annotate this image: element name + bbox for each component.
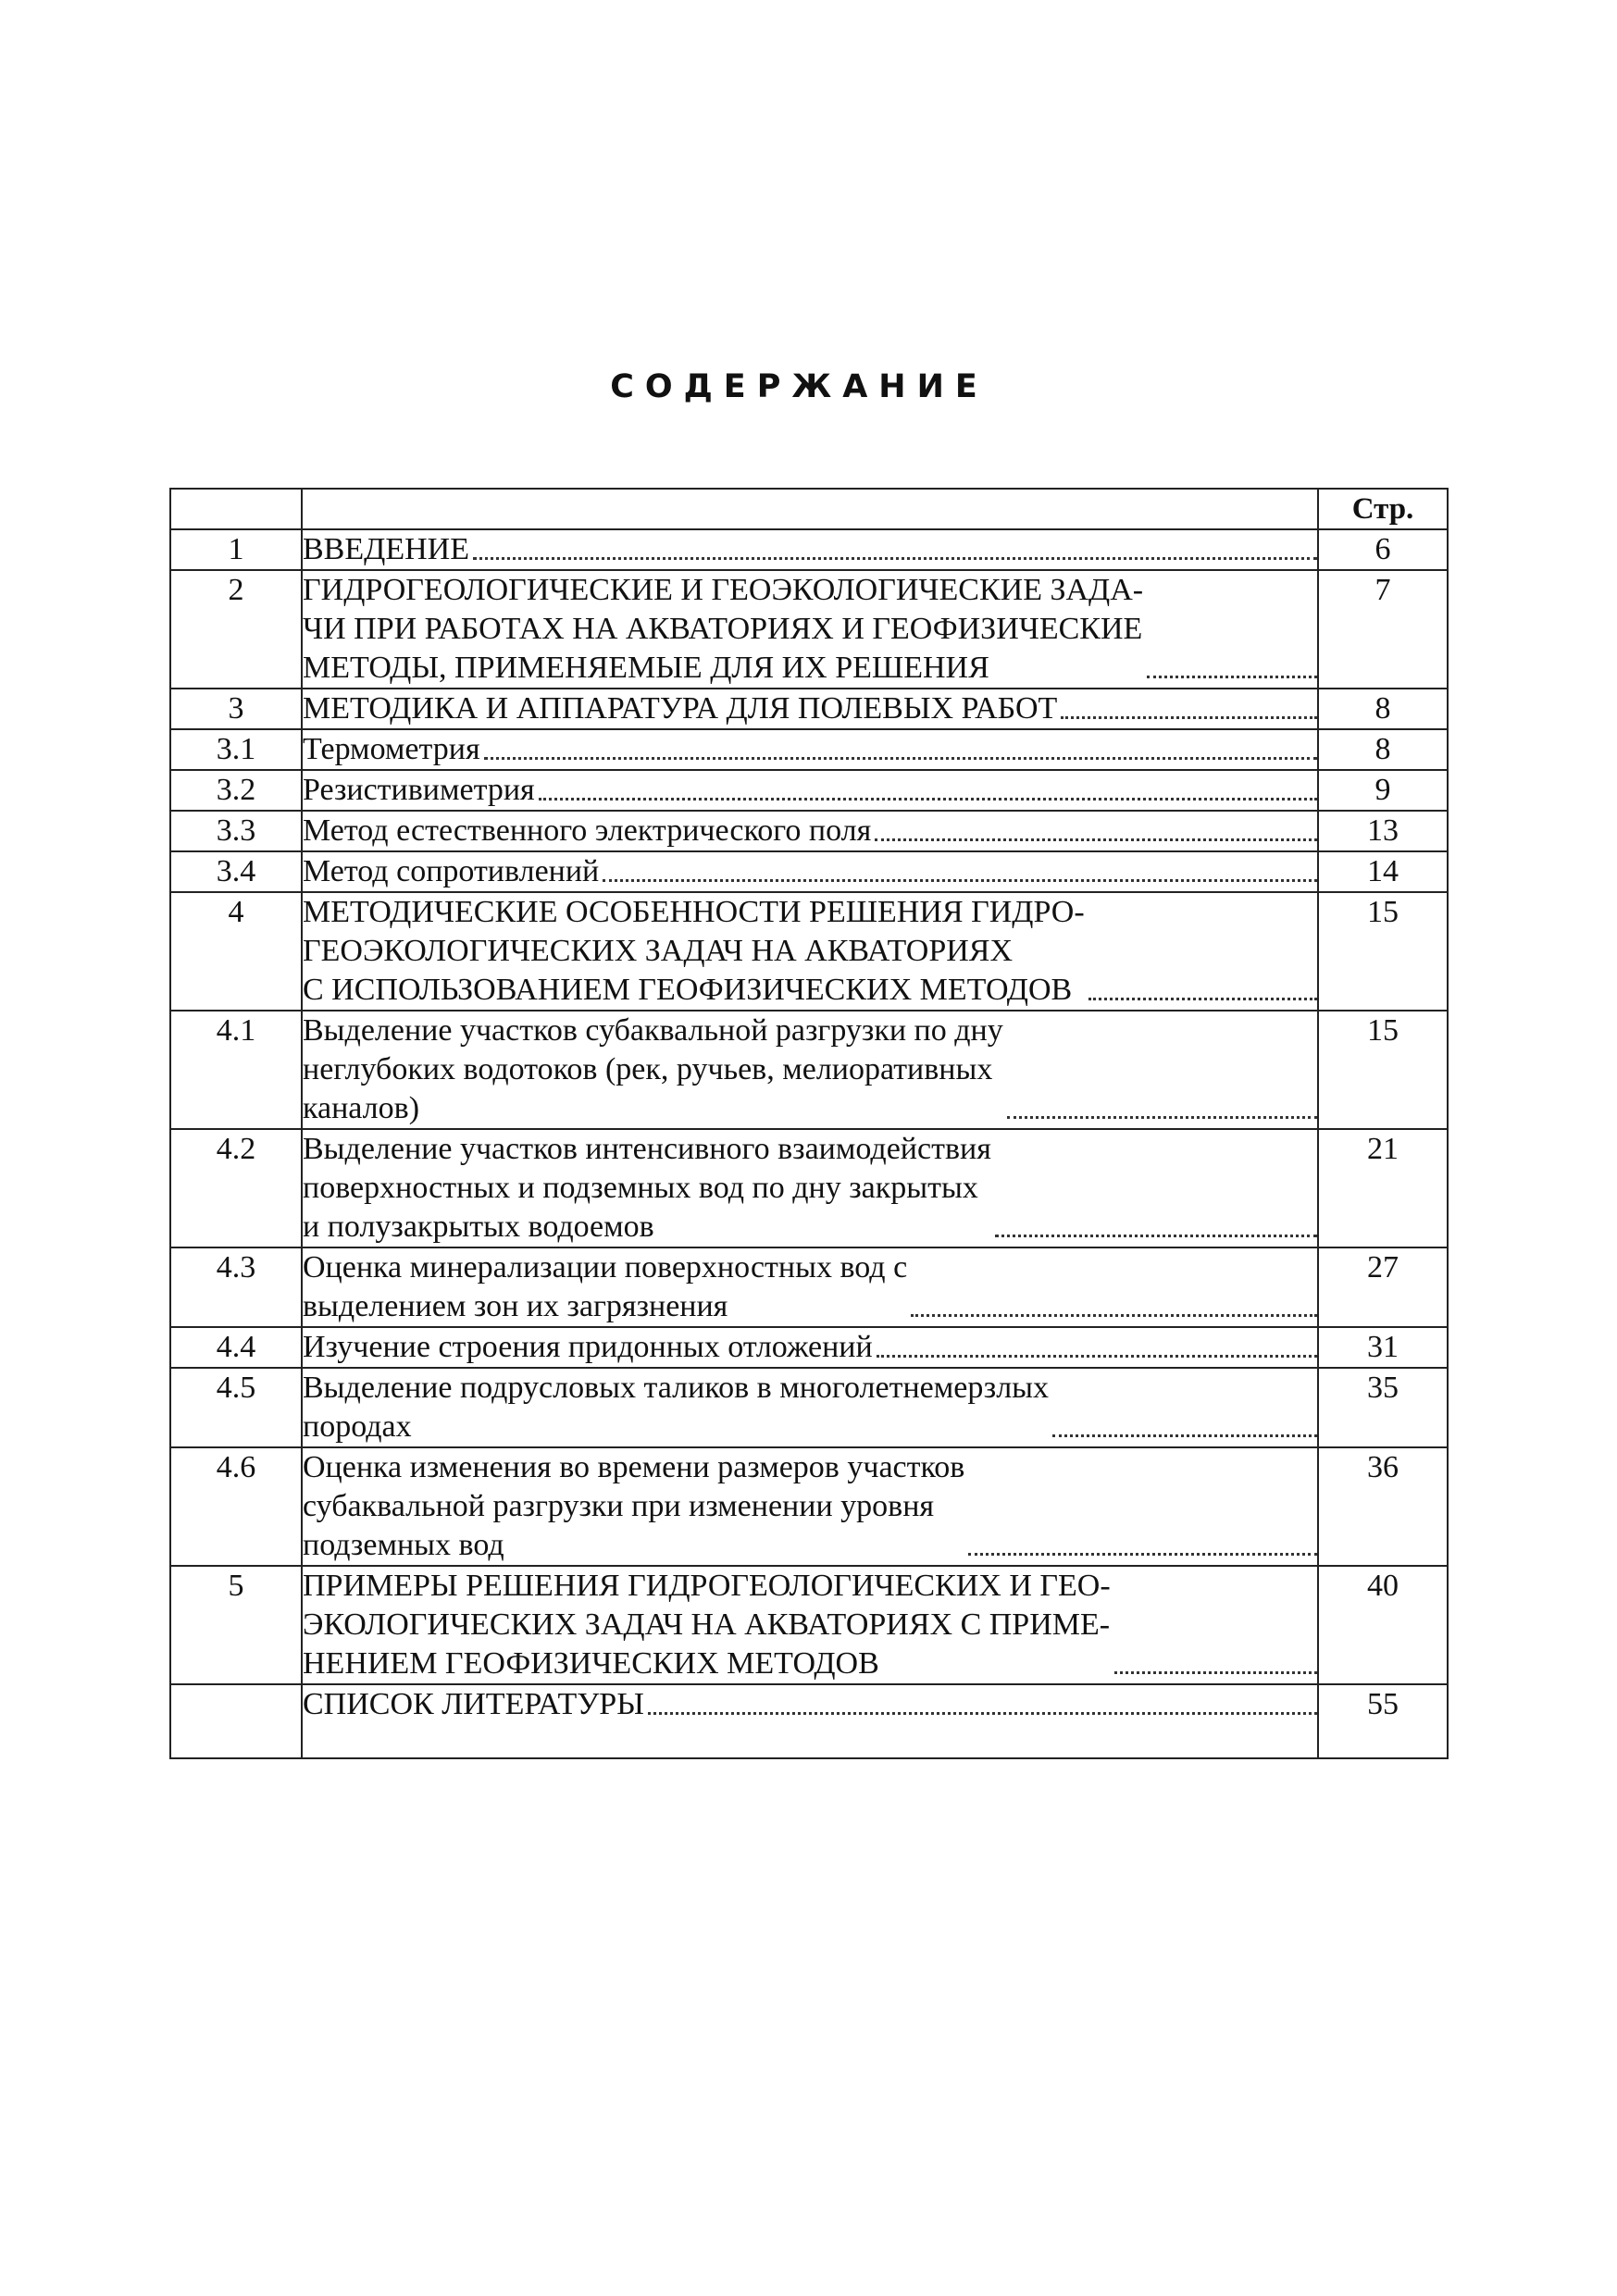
toc-row	[170, 770, 1448, 811]
section-title-cell	[302, 811, 1318, 851]
toc-row	[170, 1011, 1448, 1129]
section-title: ПРИМЕРЫ РЕШЕНИЯ ГИДРОГЕОЛОГИЧЕСКИХ И ГЕО- ЭКОЛОГИЧЕСКИХ ЗАДАЧ НА АКВАТОРИЯХ С ПРИМЕ- НЕНИЕМ ГЕОФИЗИЧЕСКИХ МЕТОДОВ	[303, 1569, 1111, 1681]
dot-leader	[968, 1553, 1317, 1556]
dot-leader	[484, 757, 1317, 760]
section-title: Выделение участков интенсивного взаимодействия поверхностных и подземных вод по дну закрытых и полузакрытых водоемов	[303, 1132, 991, 1244]
section-title: СПИСОК ЛИТЕРАТУРЫ	[303, 1687, 644, 1721]
section-number: 2	[170, 570, 302, 689]
dot-leader	[877, 1355, 1317, 1358]
toc-row	[170, 811, 1448, 851]
section-number: 4.1	[170, 1011, 302, 1129]
dot-leader	[1114, 1671, 1317, 1674]
section-title: Выделение подрусловых таликов в многолетнемерзлых породах	[303, 1371, 1050, 1444]
page-number: 8	[1318, 729, 1448, 770]
page-number: 35	[1318, 1368, 1448, 1447]
section-number: 3.3	[170, 811, 302, 851]
dot-leader	[473, 557, 1317, 560]
dot-leader	[1147, 676, 1317, 678]
section-title-cell	[302, 1327, 1318, 1368]
section-number: 3	[170, 689, 302, 729]
dot-leader	[911, 1314, 1317, 1317]
page-number: 27	[1318, 1247, 1448, 1327]
toc-row	[170, 729, 1448, 770]
dot-leader	[1007, 1116, 1317, 1119]
section-title-cell	[302, 1129, 1318, 1247]
section-title-cell	[302, 1447, 1318, 1566]
section-title-cell	[302, 529, 1318, 570]
dot-leader	[995, 1235, 1317, 1237]
page-title: СОДЕРЖАНИЕ	[610, 368, 989, 405]
section-number: 4.5	[170, 1368, 302, 1447]
page-number: 14	[1318, 851, 1448, 892]
dot-leader	[603, 879, 1317, 882]
section-title: Резистивиметрия	[303, 773, 535, 807]
section-title-cell	[302, 1247, 1318, 1327]
section-title: ВВЕДЕНИЕ	[303, 532, 469, 566]
dot-leader	[1088, 998, 1317, 1000]
toc-row	[170, 529, 1448, 570]
section-title-cell	[302, 729, 1318, 770]
section-number: 5	[170, 1566, 302, 1684]
page-number: 15	[1318, 1011, 1448, 1129]
section-number: 4	[170, 892, 302, 1011]
page-number: 6	[1318, 529, 1448, 570]
section-number: 4.2	[170, 1129, 302, 1247]
toc-row	[170, 1684, 1448, 1758]
section-title-cell	[302, 892, 1318, 1011]
section-title: ГИДРОГЕОЛОГИЧЕСКИЕ И ГЕОЭКОЛОГИЧЕСКИЕ ЗАДА- ЧИ ПРИ РАБОТАХ НА АКВАТОРИЯХ И ГЕОФИЗИЧЕСКИЕ МЕТОДЫ, ПРИМЕНЯЕМЫЕ ДЛЯ ИХ РЕШЕНИЯ	[303, 573, 1144, 685]
section-number: 4.6	[170, 1447, 302, 1566]
section-number: 3.2	[170, 770, 302, 811]
page-number: 36	[1318, 1447, 1448, 1566]
section-title-cell	[302, 570, 1318, 689]
page-number: 13	[1318, 811, 1448, 851]
section-title: Оценка изменения во времени размеров участков субаквальной разгрузки при изменении уровня подземных вод	[303, 1450, 965, 1562]
section-number: 1	[170, 529, 302, 570]
page-column-header: Стр.	[1318, 489, 1448, 529]
page-number: 55	[1318, 1684, 1448, 1758]
table-header-row	[170, 489, 1448, 529]
toc-row	[170, 851, 1448, 892]
section-title: МЕТОДИКА И АППАРАТУРА ДЛЯ ПОЛЕВЫХ РАБОТ	[303, 691, 1058, 726]
section-number: 4.4	[170, 1327, 302, 1368]
section-title: Выделение участков субаквальной разгрузки по дну неглубоких водотоков (рек, ручьев, мелиоративных каналов)	[303, 1013, 1003, 1125]
header-text-cell	[302, 489, 1318, 529]
section-number: 4.3	[170, 1247, 302, 1327]
dot-leader	[875, 838, 1317, 841]
toc-row	[170, 1566, 1448, 1684]
section-title-cell	[302, 1566, 1318, 1684]
toc-row	[170, 1447, 1448, 1566]
section-title-cell	[302, 851, 1318, 892]
dot-leader	[1061, 716, 1317, 719]
page-number: 31	[1318, 1327, 1448, 1368]
section-title: Термометрия	[303, 732, 480, 766]
page-number: 21	[1318, 1129, 1448, 1247]
toc-row	[170, 892, 1448, 1011]
section-title: Оценка минерализации поверхностных вод с выделением зон их загрязнения	[303, 1250, 908, 1323]
section-title-cell	[302, 689, 1318, 729]
section-number	[170, 1684, 302, 1758]
page-number: 40	[1318, 1566, 1448, 1684]
dot-leader	[648, 1712, 1317, 1715]
section-title-cell	[302, 1011, 1318, 1129]
header-num-cell	[170, 489, 302, 529]
page-number: 9	[1318, 770, 1448, 811]
toc-row	[170, 1129, 1448, 1247]
dot-leader	[539, 798, 1317, 800]
section-title-cell	[302, 770, 1318, 811]
contents-table	[169, 488, 1449, 1759]
section-title: Метод сопротивлений	[303, 854, 600, 888]
page-number: 7	[1318, 570, 1448, 689]
section-number: 3.4	[170, 851, 302, 892]
section-title: МЕТОДИЧЕСКИЕ ОСОБЕННОСТИ РЕШЕНИЯ ГИДРО- ГЕОЭКОЛОГИЧЕСКИХ ЗАДАЧ НА АКВАТОРИЯХ С ИСПОЛЬЗОВАНИЕМ ГЕОФИЗИЧЕСКИХ МЕТОДОВ	[303, 895, 1085, 1007]
section-number: 3.1	[170, 729, 302, 770]
section-title-cell	[302, 1368, 1318, 1447]
dot-leader	[1052, 1434, 1317, 1437]
page-number: 15	[1318, 892, 1448, 1011]
page-number: 8	[1318, 689, 1448, 729]
toc-row	[170, 1247, 1448, 1327]
toc-row	[170, 1368, 1448, 1447]
section-title: Изучение строения придонных отложений	[303, 1330, 873, 1364]
section-title-cell	[302, 1684, 1318, 1758]
toc-row	[170, 570, 1448, 689]
toc-row	[170, 689, 1448, 729]
toc-row	[170, 1327, 1448, 1368]
section-title: Метод естественного электрического поля	[303, 813, 872, 848]
